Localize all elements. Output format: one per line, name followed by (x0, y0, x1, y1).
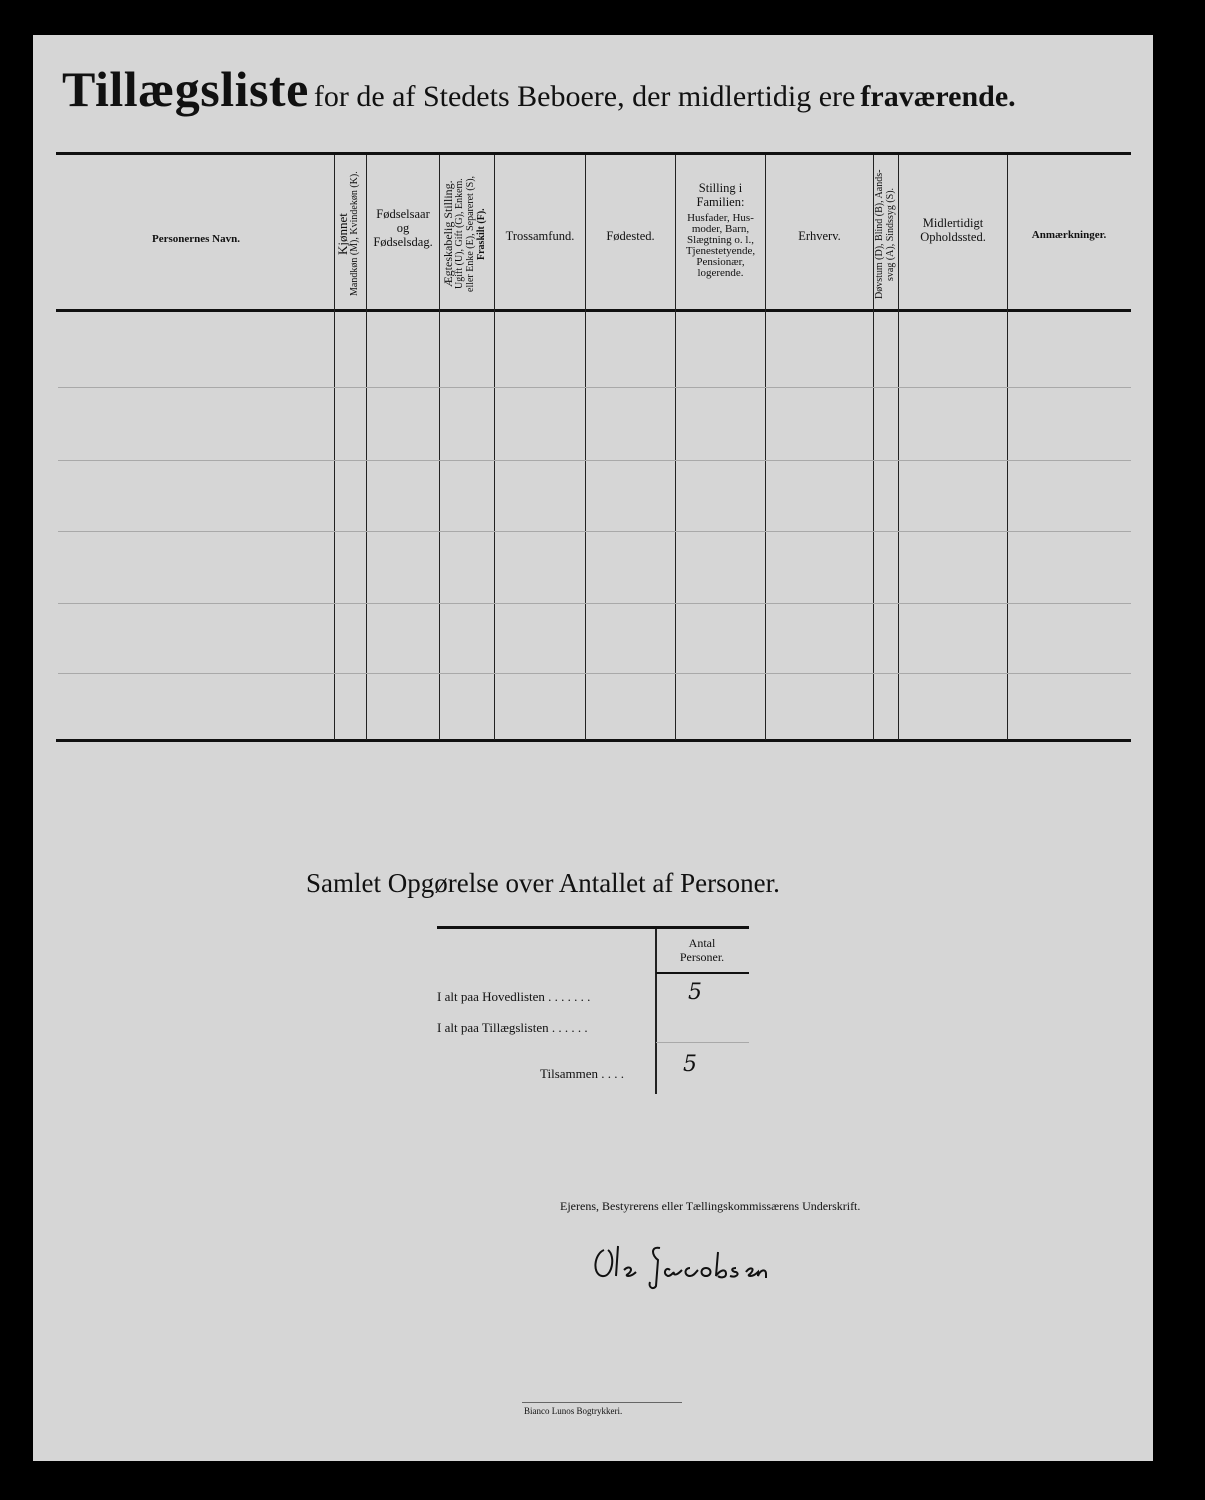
header-birthplace: Fødested. (606, 229, 655, 243)
header-disability: Døvstum (D), Blind (B), Aands- svag (A), Sindssyg (S). (874, 169, 896, 299)
header-birth: Fødselsaar og Fødselsdag. (373, 207, 433, 249)
column-divider (439, 155, 440, 740)
header-religion: Trossamfund. (505, 229, 575, 243)
header-family-position: Stilling i Familien: Husfader, Hus- moder, Barn, Slægtning o. l., Tjenestetyende, Pensionær, logerende. (685, 181, 756, 279)
table-row-line (58, 603, 1131, 604)
summary-value-total: 5 (683, 1052, 697, 1077)
header-occupation: Erhverv. (798, 229, 841, 243)
form-title (62, 60, 1102, 118)
summary-row-line (656, 1042, 749, 1043)
header-marital: Ægteskabelig Stilling. Ugift (U), Gift (G), Enkem. eller Enke (E), Separeret (S), Fraskilt (F). (441, 175, 487, 293)
table-row-line (58, 387, 1131, 388)
header-name: Personernes Navn. (152, 233, 240, 245)
summary-title: Samlet Opgørelse over Antallet af Personer. (306, 868, 780, 898)
printer-imprint: Bianco Lunos Bogtrykkeri. (524, 1406, 623, 1416)
title-main: Tillægsliste (62, 61, 309, 117)
header-temp-residence: Midlertidigt Opholdssted. (920, 216, 986, 244)
printer-rule (522, 1402, 682, 1403)
table-bottom-rule (56, 739, 1131, 742)
table-header-rule (56, 309, 1131, 312)
summary-top-rule (437, 926, 749, 929)
header-remarks: Anmærkninger. (1031, 229, 1107, 241)
header-sex-sub: Mandkøn (M), Kvindekøn (K). (349, 171, 360, 297)
handwritten-signature (590, 1240, 780, 1290)
summary-label-main-list: I alt paa Hovedlisten . . . . . . . (437, 989, 591, 1004)
signature-caption: Ejerens, Bestyrerens eller Tællingskommissærens Underskrift. (560, 1199, 861, 1213)
summary-label-total: Tilsammen . . . . (540, 1066, 625, 1081)
header-sex (337, 160, 361, 308)
table-row-line (58, 460, 1131, 461)
table-top-rule (56, 152, 1131, 155)
summary-value-main-list: 5 (688, 980, 702, 1005)
column-divider (1007, 155, 1008, 740)
table-row-line (58, 531, 1131, 532)
summary-label-supplement-list: I alt paa Tillægslisten . . . . . . (437, 1020, 588, 1035)
title-middle: for de af Stedets Beboere, der midlertidig ere (313, 80, 856, 113)
title-bold-end: fraværende. (860, 80, 1016, 113)
table-row-line (58, 673, 1131, 674)
header-sex-title: Kjønnet (335, 213, 350, 255)
summary-col-header: Antal Personer. (679, 936, 725, 964)
summary-header-rule (656, 972, 749, 974)
